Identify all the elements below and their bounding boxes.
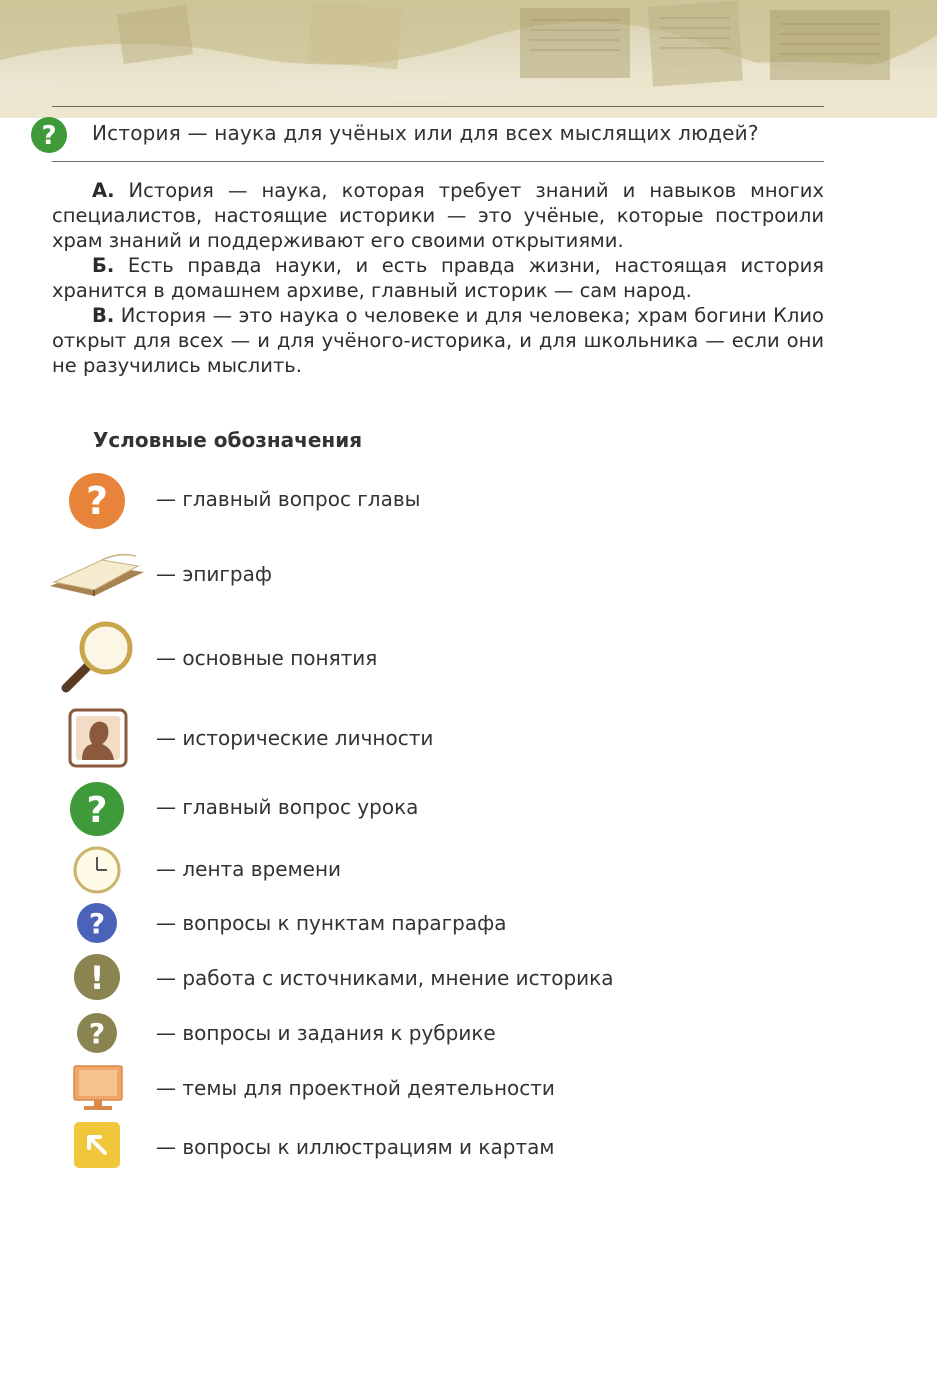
legend-title: Условные обозначения — [93, 428, 363, 452]
svg-text:?: ? — [88, 1017, 106, 1050]
legend-item-illustrations: — вопросы к иллюстрациям и картам — [156, 1135, 555, 1159]
answer-letter: А. — [92, 179, 115, 202]
legend-item-lesson-question: — главный вопрос урока — [156, 795, 419, 819]
legend-item-rubric-questions: — вопросы и задания к рубрике — [156, 1021, 496, 1045]
olive-question-icon — [76, 1012, 118, 1054]
clock-icon — [73, 846, 121, 894]
answer-letter: Б. — [92, 254, 115, 277]
answer-letter: В. — [92, 304, 115, 327]
portrait-icon — [68, 708, 128, 768]
exclamation-icon — [73, 953, 121, 1001]
legend-item-epigraph: — эпиграф — [156, 562, 272, 586]
legend-item-sources: — работа с источниками, мнение историка — [156, 966, 614, 990]
svg-text:?: ? — [41, 121, 57, 151]
arrow-box-icon — [73, 1121, 121, 1169]
svg-text:!: ! — [89, 959, 105, 997]
green-question-icon — [69, 781, 125, 837]
legend-item-paragraph-questions: — вопросы к пунктам параграфа — [156, 911, 507, 935]
legend-item-timeline: — лента времени — [156, 857, 342, 881]
question-icon — [30, 116, 68, 154]
answer-c — [52, 303, 824, 378]
answer-text: История — наука, которая требует знаний и навыков многих специалистов, настоящие историки — это учёные, которые построили храм знаний и поддерживают его своими открытиями. — [52, 179, 824, 252]
legend-item-concepts: — основные понятия — [156, 646, 378, 670]
legend-item-projects: — темы для проектной деятельности — [156, 1076, 555, 1100]
legend-item-persons: — исторические личности — [156, 726, 434, 750]
answer-options — [52, 178, 824, 378]
blue-question-icon — [76, 902, 118, 944]
book-icon — [48, 552, 148, 604]
orange-question-icon — [68, 472, 126, 530]
answer-text: История — это наука о человеке и для человека; храм богини Клио открыт для всех — и для учёного-историка, и для школьника — если они не разучились мыслить. — [52, 304, 824, 377]
decorative-banner — [0, 0, 937, 118]
main-question-text: История — наука для учёных или для всех мыслящих людей? — [92, 121, 759, 145]
svg-text:?: ? — [86, 790, 108, 831]
answer-b — [52, 253, 824, 303]
legend-item-chapter-question: — главный вопрос главы — [156, 487, 421, 511]
svg-text:?: ? — [88, 907, 106, 940]
main-question-bar — [41, 106, 824, 162]
magnifier-icon — [56, 618, 138, 696]
answer-a — [52, 178, 824, 253]
monitor-icon — [72, 1064, 124, 1112]
manuscript-banner-image — [0, 0, 937, 118]
answer-text: Есть правда науки, и есть правда жизни, настоящая история хранится в домашнем архиве, главный историк — сам народ. — [52, 254, 824, 302]
svg-text:?: ? — [85, 479, 109, 523]
